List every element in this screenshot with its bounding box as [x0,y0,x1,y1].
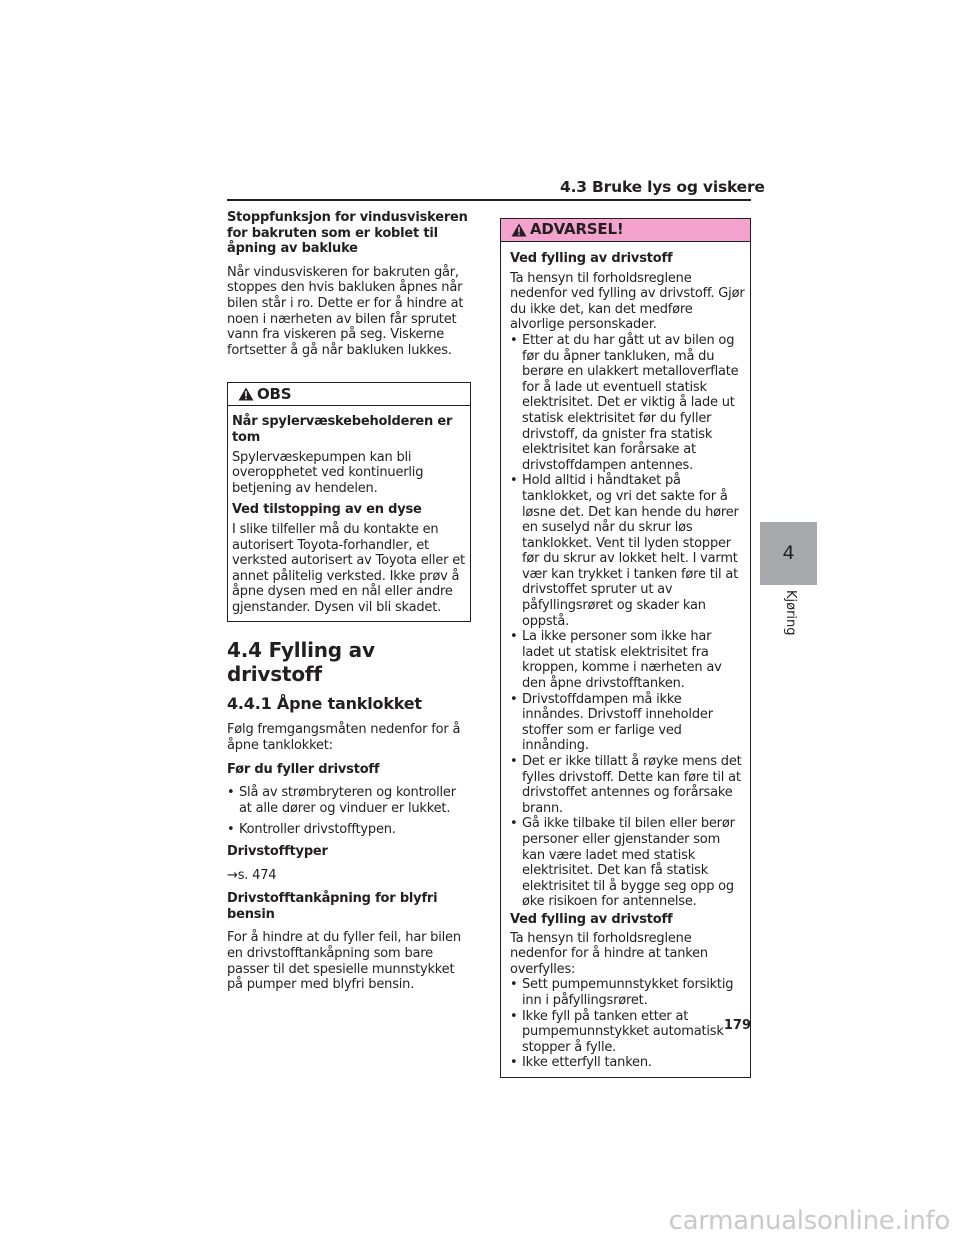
obs-text-2: I slike tilfeller må du kontakte en autorisert Toyota-forhandler, et verksted autorisert av Toyota eller et annet pålitelig verksted. Ikke prøv å åpne dysen med en nål eller andre gjenstander. Dysen vil bli skadet. [232,521,465,615]
list-item: • Gå ikke tilbake til bilen eller berør personer eller gjenstander som kan være ladet med statisk elektrisitet. Det kan få statisk elektrisitet til å bygge seg opp og øke risikoen for antennelse. [510,816,745,910]
header-rule [227,199,751,201]
opening-heading: Drivstofftankåpning for blyfri bensin [227,891,438,922]
watermark: carmanualsonline.info [668,1206,950,1236]
left-column [227,210,471,1001]
fuel-types-heading: Drivstofftyper [227,844,328,860]
running-header: 4.3 Bruke lys og viskere [560,178,765,196]
list-item: • Ikke etterfyll tanken. [510,1055,745,1071]
warning-list-1 [510,333,745,910]
list-item: • Hold alltid i håndtaket på tanklokket, og vri det sakte for å løsne det. Det kan hende du hører en suselyd når du skrur løs tanklokket. Vent til lyden stopper før du skrur av lokket helt. I varmt vær kan trykket i tanken føre til at drivstoffet spruter ut av påfyllingsrøret og skader kan oppstå. [510,473,745,629]
section-title: 4.4 Fylling av drivstoff [227,638,375,687]
wiper-text: Når vindusviskeren for bakruten går, stoppes den hvis bakluken åpnes når bilen står i ro. Dette er for å hindre at noen i nærheten av bilen får sprutet vann fra viskeren på seg. Viskerne fortsetter å gå når bakluken lukkes. [227,264,464,358]
warning-text-1: Ta hensyn til forholdsreglene nedenfor ved fylling av drivstoff. Gjør du ikke det, kan det medføre alvorlige personskader. [510,270,745,333]
warning-heading-2: Ved fylling av drivstoff [510,911,673,927]
warning-header [501,219,750,242]
warning-label: ADVARSEL! [530,220,624,239]
list-item: • Etter at du har gått ut av bilen og før du åpner tankluken, må du berøre en ulakkert metalloverflate for å lade ut eventuell statisk elektrisitet. Det er viktig å lade ut statisk elektrisitet før du fyller drivstoff, da gnister fra statisk elektrisitet kan forårsake at drivstoffdampen antennes. [510,333,745,473]
obs-heading-1: Når spylervæskebeholderen er tom [232,414,453,445]
opening-text: For å hindre at du fyller feil, har bilen en drivstofftankåpning som bare passer til det spesielle munnstykket på pumper med blyfri bensin. [227,930,461,993]
before-heading: Før du fyller drivstoff [227,761,380,777]
fuel-types-reference[interactable]: →s. 474 [227,867,277,883]
obs-label: OBS [257,384,292,403]
warning-body [501,242,750,1077]
obs-body [228,406,470,621]
list-item: • La ikke personer som ikke har ladet ut statisk elektrisitet fra kroppen, komme i nærheten av den åpne drivstofftanken. [510,629,745,691]
obs-header [228,383,470,406]
chapter-tab[interactable]: 4 [760,522,817,585]
obs-heading-2: Ved tilstopping av en dyse [232,502,422,518]
intro-text: Følg fremgangsmåten nedenfor for å åpne tanklokket: [227,722,461,754]
obs-text-1: Spylervæskepumpen kan bli overopphetet ved kontinuerlig betjening av hendelen. [232,449,424,496]
chapter-label-text: Kjøring [783,590,798,636]
list-item: • Sett pumpemunnstykket forsiktig inn i påfyllingsrøret. [510,977,745,1008]
list-item: • Slå av strømbryteren og kontroller at alle dører og vinduer er lukket. [227,785,471,816]
wiper-heading: Stoppfunksjon for vindusviskeren for bakruten som er koblet til åpning av bakluke [227,210,468,257]
list-item: • Ikke fyll på tanken etter at pumpemunnstykket automatisk stopper å fylle. [510,1009,745,1056]
list-item: • Kontroller drivstofftypen. [227,822,471,838]
subsection-title: 4.4.1 Åpne tanklokket [227,694,422,714]
chapter-label [784,590,802,650]
warning-triangle-icon [511,223,527,237]
warning-text-2: Ta hensyn til forholdsreglene nedenfor for å hindre at tanken overfylles: [510,930,708,977]
before-list [227,785,471,838]
warning-triangle-icon [238,387,254,401]
warning-box [500,218,751,1078]
list-item: • Det er ikke tillatt å røyke mens det fylles drivstoff. Dette kan føre til at drivstoffet antennes og forårsake brann. [510,754,745,816]
obs-box [227,382,471,622]
right-column [500,218,751,1078]
warning-heading-1: Ved fylling av drivstoff [510,251,673,266]
page-number: 179 [723,1018,751,1033]
list-item: • Drivstoffdampen må ikke innåndes. Drivstoff inneholder stoffer som er farlige ved innånding. [510,692,745,754]
